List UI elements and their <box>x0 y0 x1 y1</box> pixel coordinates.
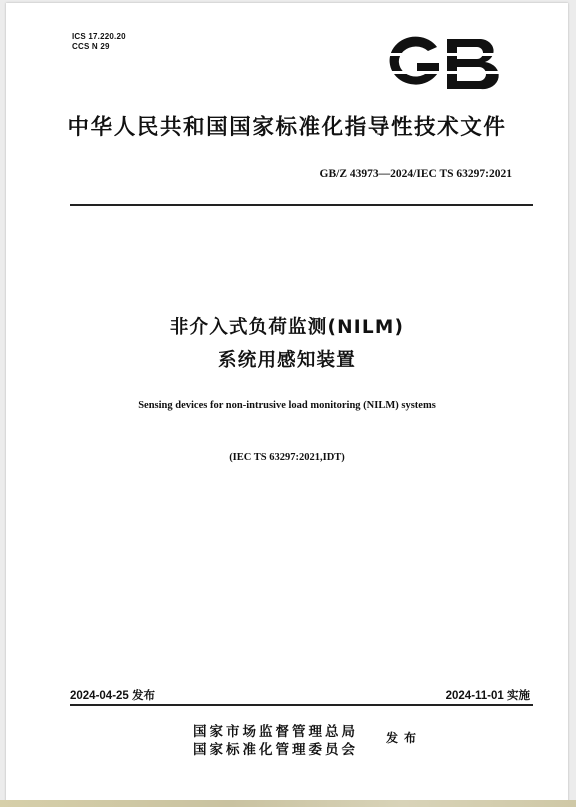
organization-title: 中华人民共和国国家标准化指导性技术文件 <box>67 115 507 140</box>
title-cn-line2: 系统用感知装置 <box>218 350 356 371</box>
header-divider <box>70 204 533 206</box>
title-en: Sensing devices for non-intrusive load monitoring (NILM) systems <box>138 400 436 411</box>
identical-note: (IEC TS 63297:2021,IDT) <box>229 452 345 463</box>
standard-number: GB/Z 43973—2024/IEC TS 63297:2021 <box>319 168 512 180</box>
document-page <box>6 3 568 803</box>
publish-label: 发布 <box>386 731 423 745</box>
scan-edge <box>0 800 576 807</box>
implementation-date: 2024-11-01 实施 <box>445 690 530 702</box>
issue-date: 2024-04-25 发布 <box>70 690 156 702</box>
title-cn-line1: 非介入式负荷监测(NILM) <box>169 317 405 338</box>
issuer-line2: 国家标准化管理委员会 <box>193 742 358 758</box>
issuer-line1: 国家市场监督管理总局 <box>193 724 358 740</box>
gb-logo <box>385 33 505 95</box>
ics-code: ICS 17.220.20 <box>72 32 126 41</box>
footer-divider <box>70 704 533 706</box>
ccs-code: CCS N 29 <box>72 42 110 51</box>
